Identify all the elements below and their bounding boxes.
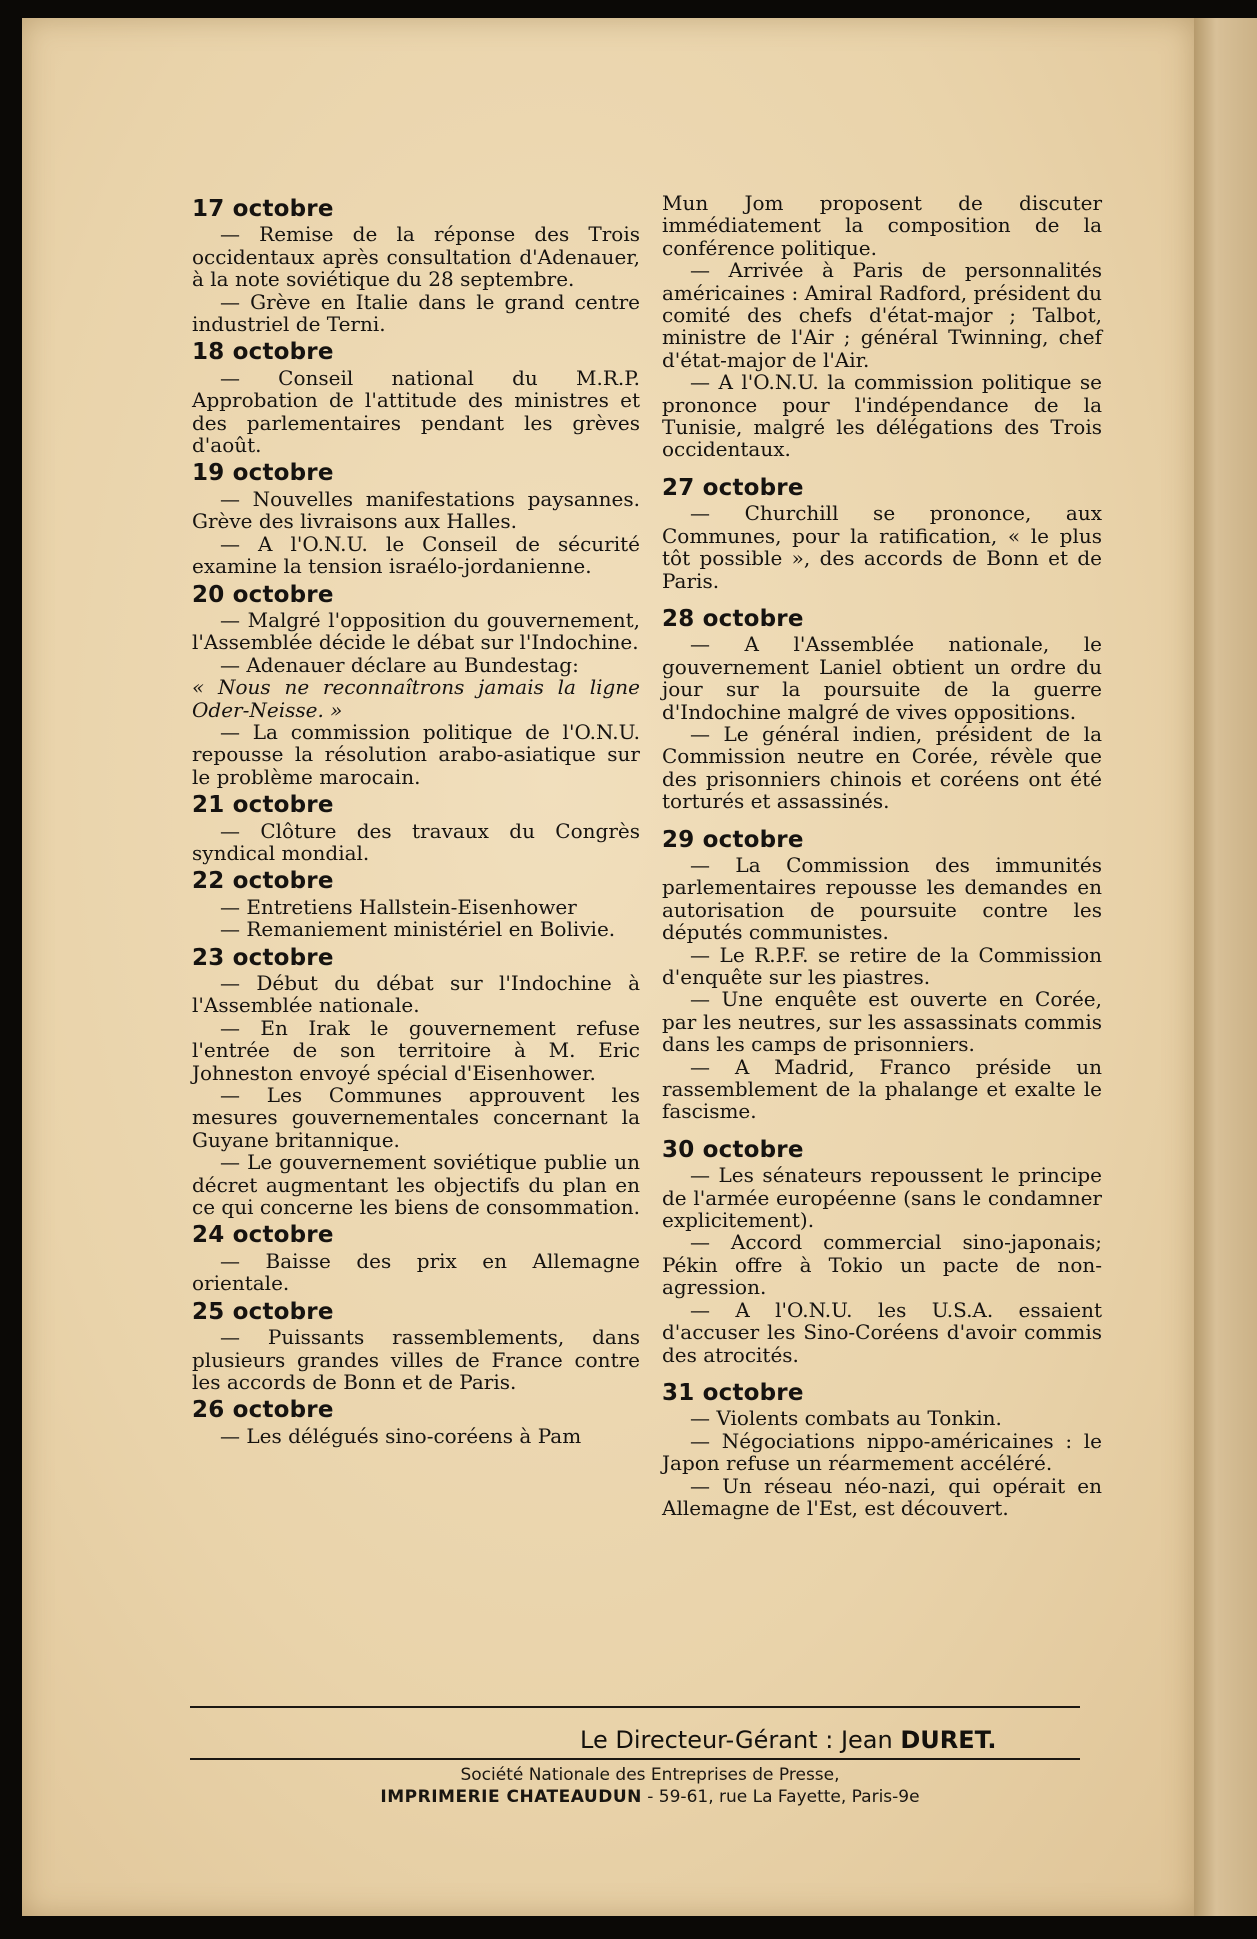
event-entry: — Remise de la réponse des Trois occidentaux après consultation d'Adenauer, à la note soviétique du 28 septembre. <box>192 222 640 292</box>
event-entry: — La commission politique de l'O.N.U. repousse la résolution arabo-asiatique sur le problème marocain. <box>192 719 640 789</box>
printer-line2 <box>300 1786 1000 1808</box>
printer-name: IMPRIMERIE CHATEAUDUN <box>380 1787 642 1807</box>
event-entry: — Un réseau néo-nazi, qui opérait en Allemagne de l'Est, est découvert. <box>662 1473 1102 1520</box>
date-heading: 31 octobre <box>662 1379 804 1406</box>
event-entry: — Churchill se prononce, aux Communes, pour la ratification, « le plus tôt possible », des accords de Bonn et de Paris. <box>662 501 1102 593</box>
event-entry: — En Irak le gouvernement refuse l'entrée de son territoire à M. Eric Johneston envoyé spécial d'Eisenhower. <box>192 1015 640 1085</box>
event-entry: — Nouvelles manifestations paysannes. Grève des livraisons aux Halles. <box>192 486 640 534</box>
event-entry: — Arrivée à Paris de personnalités américaines : Amiral Radford, président du comité des chefs d'état-major ; Talbot, ministre de l'Air ; général Twinning, chef d'état-major de l'Air. <box>662 258 1102 372</box>
director-line <box>580 1726 1040 1754</box>
event-entry: — Le gouvernement soviétique publie un décret augmentant les objectifs du plan en ce qui concerne les biens de consommation. <box>192 1150 641 1220</box>
printer-info <box>300 1764 1000 1808</box>
footer-rule-bottom <box>190 1758 1080 1760</box>
date-heading: 21 octobre <box>192 792 334 819</box>
event-entry: — Accord commercial sino-japonais; Pékin offre à Tokio un pacte de non-agression. <box>662 1230 1102 1300</box>
event-entry: — Les sénateurs repoussent le principe de l'armée européenne (sans le condamner explicitement). <box>662 1163 1102 1233</box>
event-entry: — A l'O.N.U. la commission politique se prononce pour l'indépendance de la Tunisie, malgré les délégations des Trois occidentaux. <box>662 370 1102 462</box>
date-heading: 19 octobre <box>192 460 334 487</box>
event-entry: — Violents combats au Tonkin. <box>690 1406 1002 1431</box>
event-entry: — Conseil national du M.R.P. Approbation de l'attitude des ministres et des parlementaires pendant les grèves d'août. <box>192 365 640 458</box>
date-heading: 29 octobre <box>662 826 804 853</box>
date-heading: 20 octobre <box>192 581 334 608</box>
event-entry: — Puissants rassemblements, dans plusieurs grandes villes de France contre les accords de Bonn et de Paris. <box>192 1325 640 1394</box>
event-entry: — A Madrid, Franco préside un rassemblement de la phalange et exalte le fascisme. <box>662 1054 1102 1124</box>
event-entry: — A l'Assemblée nationale, le gouvernement Laniel obtient un ordre du jour sur la poursuite de la guerre d'Indochine malgré de vives oppositions. <box>662 632 1102 724</box>
date-heading: 22 octobre <box>192 868 334 895</box>
event-entry: — Une enquête est ouverte en Corée, par les neutres, sur les assassinats commis dans les camps de prisonniers. <box>662 987 1102 1057</box>
right-column <box>662 192 1102 1519</box>
director-name: DURET. <box>900 1726 997 1754</box>
printer-address: - 59-61, rue La Fayette, Paris-9e <box>647 1787 920 1807</box>
date-heading: 17 octobre <box>192 196 334 222</box>
event-entry: Mun Jom proposent de discuter immédiatement la composition de la conférence politique. <box>662 191 1102 260</box>
event-entry: — Malgré l'opposition du gouvernement, l'Assemblée décide le débat sur l'Indochine. <box>192 607 640 655</box>
date-heading: 24 octobre <box>192 1222 334 1249</box>
right-column-intro <box>662 192 1102 461</box>
event-entry: — A l'O.N.U. le Conseil de sécurité examine la tension israélo-jordanienne. <box>192 531 640 579</box>
page-spine <box>1194 18 1257 1916</box>
event-entry: — Le R.P.F. se retire de la Commission d'enquête sur les piastres. <box>662 942 1102 989</box>
event-entry: — Adenauer déclare au Bundestag: <box>220 652 579 677</box>
date-heading: 23 octobre <box>192 944 334 971</box>
event-entry: — Remaniement ministériel en Bolivie. <box>220 917 616 942</box>
date-heading: 30 octobre <box>662 1136 804 1163</box>
event-entry: — Négociations nippo-américaines : le Japon refuse un réarmement accéléré. <box>662 1428 1102 1476</box>
event-entry: — Entretiens Hallstein-Eisenhower <box>220 894 577 919</box>
date-heading: 26 octobre <box>192 1397 334 1424</box>
director-label: Le Directeur-Gérant : Jean <box>580 1726 893 1754</box>
event-entry: — Grève en Italie dans le grand centre industriel de Terni. <box>192 289 640 337</box>
event-entry: — Les Communes approuvent les mesures gouvernementales concernant la Guyane britannique. <box>192 1083 640 1152</box>
date-heading: 27 octobre <box>662 474 804 501</box>
event-entry: — Début du débat sur l'Indochine à l'Assemblée nationale. <box>192 971 640 1018</box>
printer-line1: Société Nationale des Entreprises de Presse, <box>460 1765 840 1785</box>
event-entry: — La Commission des immunités parlementaires repousse les demandes en autorisation de poursuite contre les députés communistes. <box>662 852 1102 945</box>
event-entry: — A l'O.N.U. les U.S.A. essaient d'accuser les Sino-Coréens d'avoir commis des atrocités. <box>662 1297 1102 1367</box>
event-entry: « Nous ne reconnaîtrons jamais la ligne Oder-Neisse. » <box>192 675 640 722</box>
footer-rule-top <box>190 1706 1080 1708</box>
date-heading: 28 octobre <box>662 605 804 632</box>
event-entry: — Baisse des prix en Allemagne orientale. <box>192 1248 640 1296</box>
date-heading: 18 octobre <box>192 339 334 366</box>
event-entry: — Les délégués sino-coréens à Pam <box>220 1423 582 1448</box>
event-entry: — Le général indien, président de la Commission neutre en Corée, révèle que des prisonniers chinois et coréens ont été torturés et assassinés. <box>662 721 1102 814</box>
left-column <box>192 192 640 1447</box>
event-entry: — Clôture des travaux du Congrès syndical mondial. <box>192 818 640 865</box>
date-heading: 25 octobre <box>192 1298 334 1325</box>
